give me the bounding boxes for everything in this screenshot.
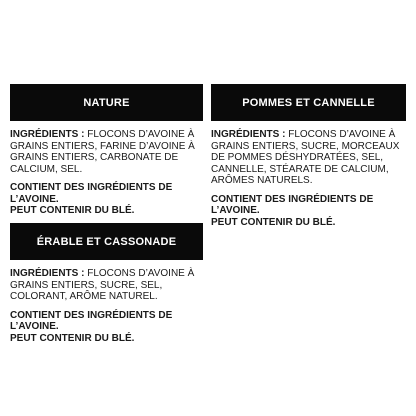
allergen-may-contain: PEUT CONTENIR DU BLÉ. [211,216,336,228]
panel-nature [10,84,203,217]
allergen-statement: CONTIENT DES INGRÉDIENTS DE L’AVOINE. [10,182,173,205]
panel-body-pommes-cannelle [211,129,406,228]
panel-title-erable-cassonade: ÉRABLE ET CASSONADE [10,223,203,260]
allergen-statement: CONTIENT DES INGRÉDIENTS DE L’AVOINE. [211,193,374,216]
allergen-statement: CONTIENT DES INGRÉDIENTS DE L’AVOINE. [10,309,173,332]
ingredients-nature [10,129,203,175]
allergen-may-contain: PEUT CONTENIR DU BLÉ. [10,205,135,216]
panel-title-nature: NATURE [10,84,203,121]
panel-title-pommes-cannelle: POMMES ET CANNELLE [211,84,406,121]
ingredients-pommes-cannelle [211,129,406,187]
allergen-may-contain: PEUT CONTENIR DU BLÉ. [10,332,135,344]
ingredients-label: INGRÉDIENTS : [10,268,85,279]
ingredients-text: FLOCONS D’AVOINE À GRAINS ENTIERS, SUCRE, MORCEAUX DE POMMES DÉSHYDRATÉES, SEL, CANNELLE, STÉARATE DE CALCIUM, ARÔMES NATURELS. [211,129,400,186]
panel-pommes-cannelle [211,84,406,228]
ingredients-text: FLOCONS D’AVOINE À GRAINS ENTIERS, FARINE D’AVOINE À GRAINS ENTIERS, CARBONATE DE CALCIUM, SEL. [10,129,195,175]
ingredients-label: INGRÉDIENTS : [10,129,85,140]
panel-body-nature [10,129,203,217]
ingredients-text: FLOCONS D’AVOINE À GRAINS ENTIERS, SUCRE, SEL, COLORANT, ARÔME NATUREL. [10,268,195,302]
ingredients-label: INGRÉDIENTS : [211,129,286,140]
panel-erable-cassonade [10,223,203,344]
ingredients-erable-cassonade [10,268,203,303]
panel-body-erable-cassonade [10,268,203,344]
